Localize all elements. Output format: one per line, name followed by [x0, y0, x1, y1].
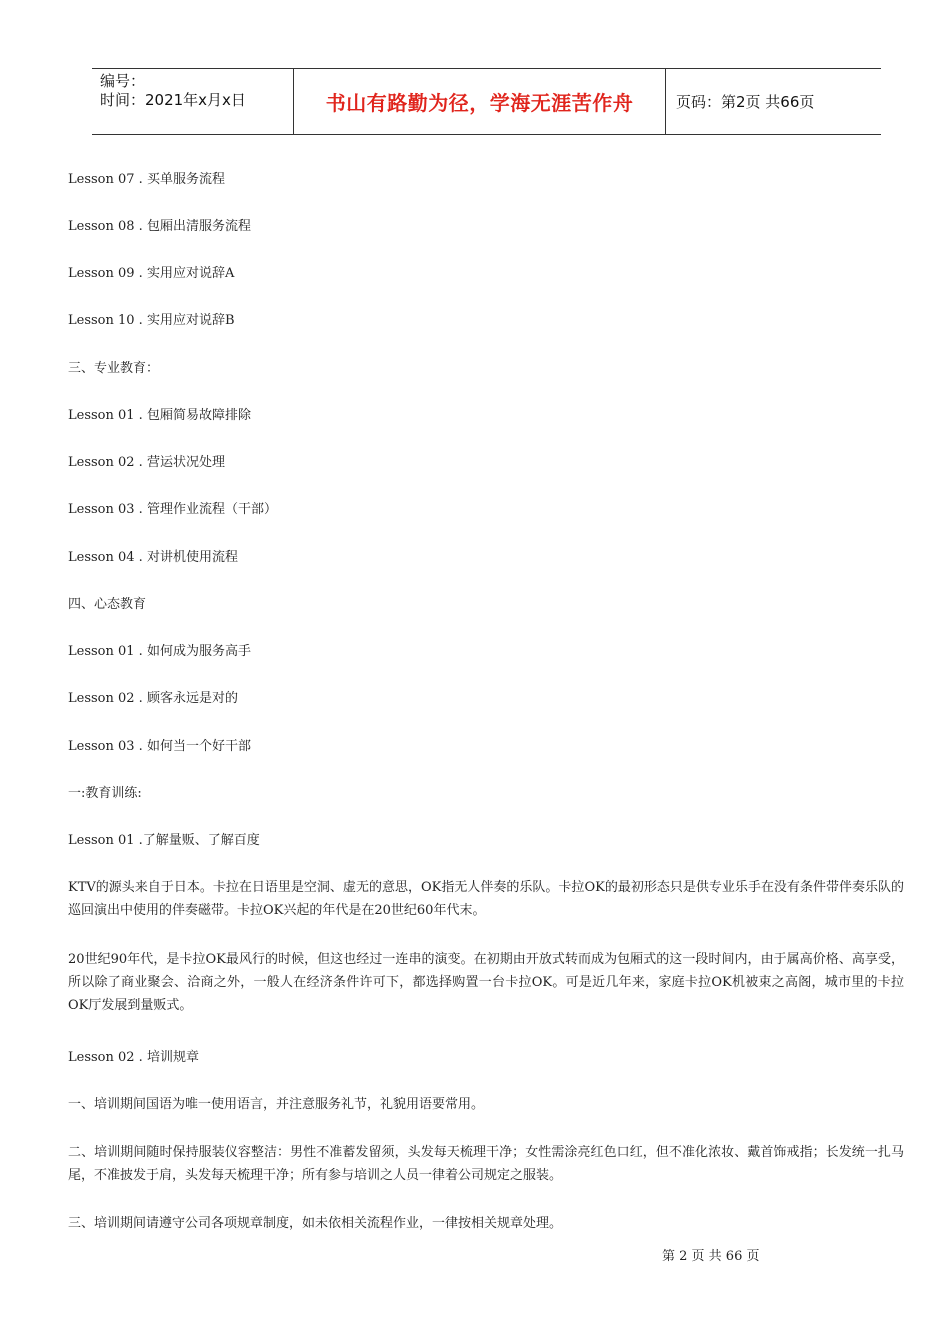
mind-lesson-03-line: Lesson 03 . 如何当一个好干部 [68, 739, 251, 754]
pro-lesson-02-line: Lesson 02 . 营运状况处理 [68, 455, 225, 470]
edu-lesson-01-line: Lesson 01 .了解量贩、了解百度 [68, 833, 260, 848]
pro-lesson-04-line: Lesson 04 . 对讲机使用流程 [68, 550, 238, 565]
mind-lesson-02-line: Lesson 02 . 顾客永远是对的 [68, 691, 238, 706]
lesson-07-line: Lesson 07 . 买单服务流程 [68, 172, 225, 187]
edu-lesson-02-line: Lesson 02 . 培训规章 [68, 1050, 199, 1065]
lesson-08-line: Lesson 08 . 包厢出清服务流程 [68, 219, 251, 234]
header-page-info: 页码：第2页 共66页 [676, 93, 815, 111]
pro-lesson-03-line: Lesson 03 . 管理作业流程（干部） [68, 502, 277, 517]
rule-3-paragraph: 三、培训期间请遵守公司各项规章制度，如未依相关流程作业，一律按相关规章处理。 [68, 1216, 563, 1231]
time-label: 时间：2021年x月x日 [100, 91, 246, 109]
lesson-09-line: Lesson 09 . 实用应对说辞A [68, 266, 235, 281]
section-4-heading: 四、心态教育 [68, 597, 147, 612]
code-label: 编号： [100, 72, 146, 90]
section-1-heading: 一:教育训练: [68, 786, 142, 801]
section-3-heading: 三、专业教育： [68, 361, 160, 376]
rule-1-paragraph: 一、培训期间国语为唯一使用语言，并注意服务礼节，礼貌用语要常用。 [68, 1097, 485, 1112]
page-footer: 第 2 页 共 66 页 [662, 1249, 760, 1264]
header-motto: 书山有路勤为径，学海无涯苦作舟 [293, 69, 666, 134]
header-meta [92, 69, 293, 134]
pro-lesson-01-line: Lesson 01 . 包厢简易故障排除 [68, 408, 251, 423]
lesson-10-line: Lesson 10 . 实用应对说辞B [68, 313, 235, 328]
ktv-origin-paragraph: KTV的源头来自于日本。卡拉在日语里是空洞、虚无的意思，OK指无人伴奏的乐队。卡拉OK的最初形态只是供专业乐手在没有条件带伴奏乐队的巡回演出中使用的伴奏磁带。卡拉OK兴起的年代是在20世纪60年代末。 [68, 880, 904, 918]
page-header [92, 68, 881, 135]
ktv-history-paragraph: 20世纪90年代，是卡拉OK最风行的时候，但这也经过一连串的演变。在初期由开放式转而成为包厢式的这一段时间内，由于属高价格、高享受，所以除了商业聚会、洽商之外，一般人在经济条件许可下，都选择购置一台卡拉OK。可是近几年来，家庭卡拉OK机被束之高阁，城市里的卡拉OK厅发展到量贩式。 [68, 952, 904, 1013]
mind-lesson-01-line: Lesson 01 . 如何成为服务高手 [68, 644, 251, 659]
rule-2-paragraph: 二、培训期间随时保持服装仪容整洁：男性不准蓄发留须，头发每天梳理干净；女性需涂亮红色口红，但不准化浓妆、戴首饰戒指；长发统一扎马尾，不准披发于肩，头发每天梳理干净；所有参与培训之人员一律着公司规定之服装。 [68, 1145, 904, 1183]
